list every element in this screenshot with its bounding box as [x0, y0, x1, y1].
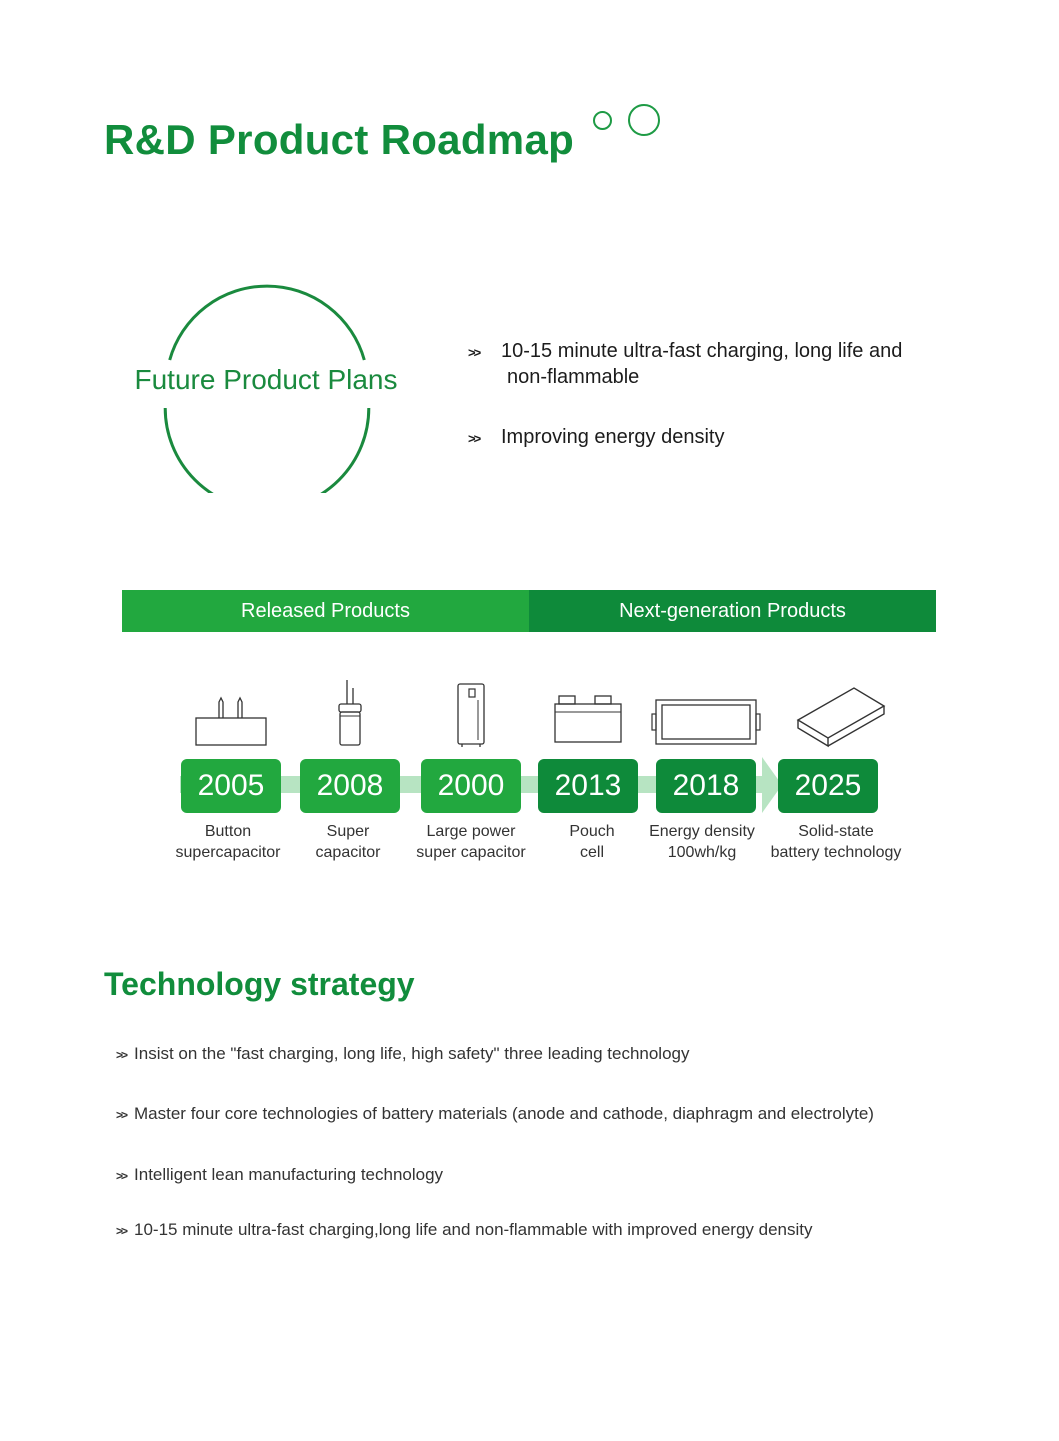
product-label [627, 821, 777, 863]
large-circle-decoration [628, 104, 660, 136]
plan-bullet [468, 424, 948, 450]
solid-state-battery-icon [794, 684, 888, 750]
year-box-2018: 2018 [656, 759, 756, 813]
bullet-line: Improving energy density [501, 426, 725, 448]
product-label-line: battery technology [770, 844, 902, 861]
year-box-2013: 2013 [538, 759, 638, 813]
product-label-line: capacitor [315, 844, 381, 861]
product-label-line: Large power [426, 823, 516, 840]
button-supercapacitor-icon [194, 694, 270, 750]
strategy-item-text: Master four core technologies of battery materials (anode and cathode, diaphragm and electrolyte) [134, 1104, 874, 1123]
bullet-marker: >> [116, 1108, 127, 1122]
bullet-line: 10-15 minute ultra-fast charging, long life and [501, 340, 903, 362]
page-title: R&D Product Roadmap [104, 116, 575, 163]
large-power-capacitor-icon [454, 680, 488, 750]
bullet-marker: >> [116, 1224, 127, 1238]
bullet-marker: >> [116, 1169, 127, 1183]
product-label-line: Pouch [569, 823, 615, 840]
bullet-marker: >> [468, 431, 480, 446]
bullet-line: non-flammable [507, 366, 640, 388]
battery-module-icon [650, 696, 764, 748]
future-plans-label: Future Product Plans [134, 364, 398, 395]
super-capacitor-icon [334, 678, 366, 750]
released-products-bar: Released Products [122, 590, 529, 632]
bullet-marker: >> [116, 1048, 127, 1062]
bullet-marker: >> [468, 345, 480, 360]
strategy-item-text: Intelligent lean manufacturing technology [134, 1165, 444, 1184]
product-label-line: supercapacitor [175, 844, 281, 861]
strategy-item-text: 10-15 minute ultra-fast charging,long life and non-flammable with improved energy density [134, 1220, 813, 1239]
product-label [761, 821, 911, 863]
product-label-line: Solid-state [798, 823, 874, 840]
strategy-item [116, 1165, 443, 1185]
next-gen-products-bar: Next-generation Products [529, 590, 936, 632]
strategy-title: Technology strategy [104, 966, 415, 1002]
product-label-line: Super [326, 823, 370, 840]
product-label-line: Button [204, 823, 252, 840]
strategy-item [116, 1220, 813, 1240]
strategy-item [116, 1104, 874, 1124]
year-box-2025: 2025 [778, 759, 878, 813]
product-label-line: cell [579, 844, 604, 861]
product-label-line: 100wh/kg [667, 844, 737, 861]
product-label-line: Energy density [649, 823, 755, 840]
pouch-cell-icon [551, 692, 625, 746]
strategy-item-text: Insist on the "fast charging, long life, high safety" three leading technology [134, 1044, 690, 1063]
strategy-item [116, 1044, 690, 1064]
year-box-2008: 2008 [300, 759, 400, 813]
year-box-2005: 2005 [181, 759, 281, 813]
product-label-line: super capacitor [416, 844, 526, 861]
year-box-2000: 2000 [421, 759, 521, 813]
small-circle-decoration [593, 111, 612, 130]
plan-bullet [468, 338, 948, 390]
